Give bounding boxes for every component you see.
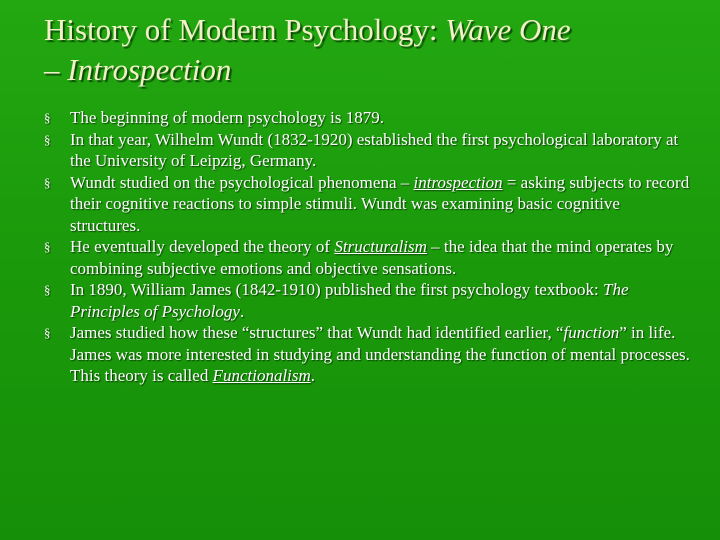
bullet-list xyxy=(44,107,694,387)
bullet-3-text-a: Wundt studied on the psychological phenomena – xyxy=(70,172,414,192)
bullet-item-6 xyxy=(44,322,694,387)
bullet-item-4 xyxy=(44,236,694,279)
bullet-2-text: In that year, Wilhelm Wundt (1832-1920) established the first psychological laboratory at the University of Leipzig, Germany. xyxy=(70,129,679,170)
slide-title xyxy=(44,10,704,90)
bullet-6-text-a: James studied how these “structures” that Wundt had identified earlier, “ xyxy=(70,323,564,342)
term-introspection: introspection xyxy=(413,172,503,192)
bullet-5-text-b: . xyxy=(239,301,245,321)
book-title: The Principles of Psychology xyxy=(70,280,629,321)
term-functionalism: Functionalism xyxy=(212,366,311,385)
bullet-item-2 xyxy=(44,129,694,172)
section-bullet-icon: § xyxy=(44,110,51,125)
bullet-item-3 xyxy=(44,172,694,237)
section-bullet-icon: § xyxy=(44,325,51,340)
bullet-item-1 xyxy=(44,107,694,129)
bullet-6-text-b: ” in life. James was more interested in studying and understanding the function of mental processes. This theory is called xyxy=(70,323,690,385)
section-bullet-icon: § xyxy=(44,282,51,297)
section-bullet-icon: § xyxy=(44,174,51,190)
bullet-5-text-a: In 1890, William James (1842-1910) published the first psychology textbook: xyxy=(70,280,604,299)
bullet-6-text-c: . xyxy=(310,366,316,385)
bullet-1-text: The beginning of modern psychology is 1879. xyxy=(70,108,384,127)
bullet-item-5 xyxy=(44,279,694,322)
section-bullet-icon: § xyxy=(44,131,51,147)
bullet-4-text-b: – the idea that the mind operates by combining subjective emotions and objective sensations. xyxy=(70,237,674,278)
title-italic-introspection: – Introspection xyxy=(44,52,232,87)
term-function: function xyxy=(563,323,620,342)
title-main-text: History of Modern Psychology: xyxy=(44,12,446,47)
bullet-3-text-b: = asking subjects to record their cognitive reactions to simple stimuli. Wundt was examining basic cognitive structures. xyxy=(70,172,690,235)
bullet-4-text-a: He eventually developed the theory of xyxy=(70,237,335,256)
section-bullet-icon: § xyxy=(44,239,51,254)
term-structuralism: Structuralism xyxy=(334,237,427,256)
title-italic-wave-one: Wave One xyxy=(445,12,571,47)
